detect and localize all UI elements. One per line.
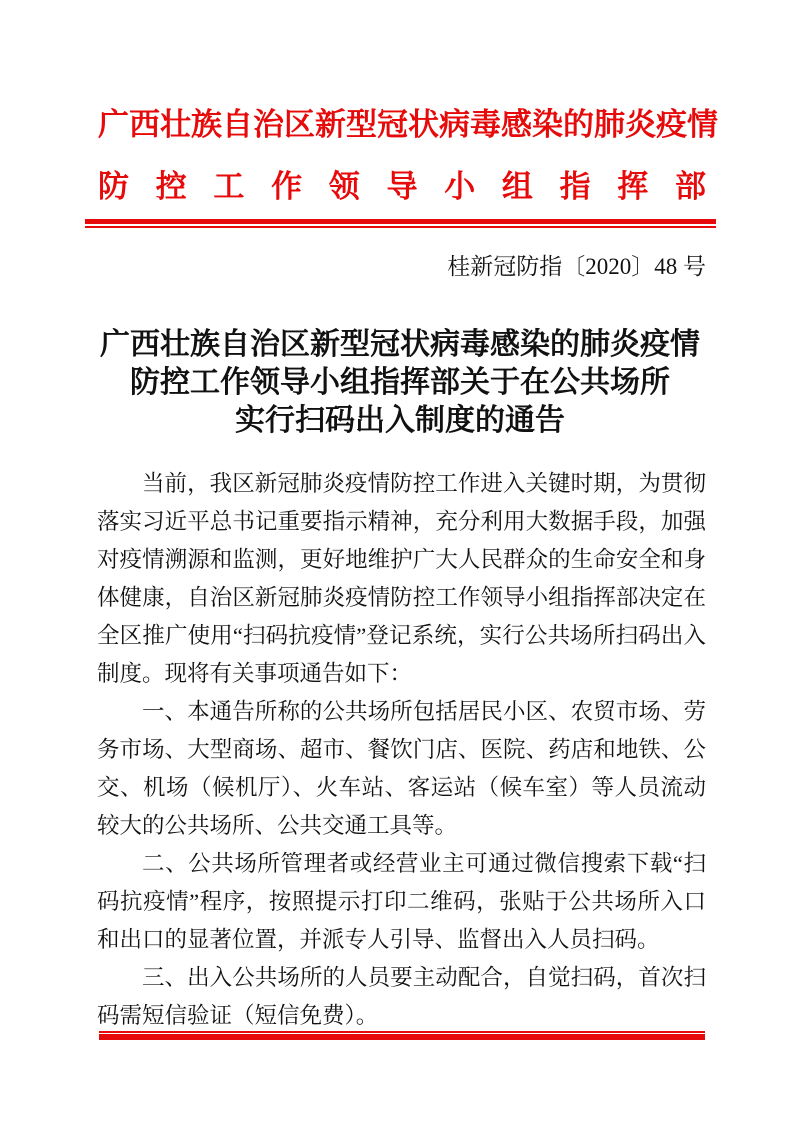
body-paragraph-item-1: 一、本通告所称的公共场所包括居民小区、农贸市场、劳务市场、大型商场、超市、餐饮门店、医院、药店和地铁、公交、机场（候机厅）、火车站、客运站（候车室）等人员流动较大的公共场所、公共交通工具等。 xyxy=(97,699,706,838)
notice-title xyxy=(60,326,740,440)
footer-divider xyxy=(99,1031,705,1040)
body-paragraph-item-3: 三、出入公共场所的人员要主动配合，自觉扫码，首次扫码需短信验证（短信免费）。 xyxy=(97,965,706,1028)
divider-thick-bar xyxy=(99,1034,705,1040)
notice-title-line-3: 实行扫码出入制度的通告 xyxy=(235,404,565,437)
notice-title-line-1: 广西壮族自治区新型冠状病毒感染的肺炎疫情 xyxy=(100,328,700,361)
letterhead-divider xyxy=(85,219,716,228)
divider-thick-bar xyxy=(85,219,716,224)
body-paragraph-item-2: 二、公共场所管理者或经营业主可通过微信搜索下载“扫码抗疫情”程序，按照提示打印二维码，张贴于公共场所入口和出口的显著位置，并派专人引导、监督出入人员扫码。 xyxy=(97,851,706,952)
divider-thin-bar xyxy=(85,226,716,228)
document-number: 桂新冠防指〔2020〕48 号 xyxy=(447,254,706,279)
notice-body xyxy=(97,465,706,1035)
divider-thin-bar xyxy=(99,1031,705,1033)
letterhead-line-1: 广西壮族自治区新型冠状病毒感染的肺炎疫情 xyxy=(98,107,718,142)
letterhead xyxy=(98,104,718,208)
letterhead-line-2: 防控工作领导小组指挥部 xyxy=(98,169,706,204)
notice-title-line-2: 防控工作领导小组指挥部关于在公共场所 xyxy=(130,366,670,399)
body-paragraph-intro: 当前，我区新冠肺炎疫情防控工作进入关键时期，为贯彻落实习近平总书记重要指示精神，充分利用大数据手段，加强对疫情溯源和监测，更好地维护广大人民群众的生命安全和身体健康，自治区新冠肺炎疫情防控工作领导小组指挥部决定在全区推广使用“扫码抗疫情”登记系统，实行公共场所扫码出入制度。现将有关事项通告如下： xyxy=(97,471,706,686)
